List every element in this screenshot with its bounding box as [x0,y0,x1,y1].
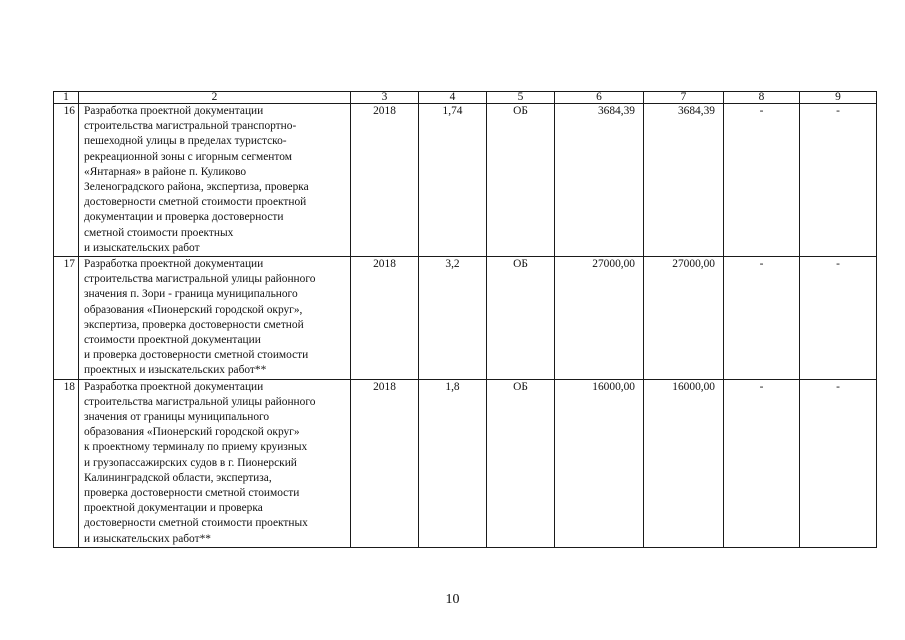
row-length: 1,8 [419,379,487,547]
description-line: и изыскательских работ** [84,532,211,545]
description-line: проверка достоверности сметной стоимости [84,487,300,500]
description-line: достоверности сметной стоимости проектной [84,196,307,209]
table-row [54,379,877,547]
row-source: ОБ [487,257,555,380]
row-amount: 16000,00 [644,379,724,547]
row-source: ОБ [487,104,555,257]
row-total: 3684,39 [555,104,644,257]
description-line: Разработка проектной документации [84,380,264,393]
description-line: и проверка достоверности сметной стоимости [84,349,309,362]
row-year: 2018 [351,257,419,380]
row-amount: 27000,00 [644,257,724,380]
description-line: документации и проверка достоверности [84,211,284,224]
row-number: 18 [54,379,79,547]
table-row [54,257,877,380]
row-length: 1,74 [419,104,487,257]
column-number-header: 9 [800,92,877,104]
row-amount: 3684,39 [644,104,724,257]
row-col9: - [800,104,877,257]
column-number-header: 5 [487,92,555,104]
row-year: 2018 [351,379,419,547]
description-line: образования «Пионерский городской округ» [84,426,300,439]
row-col8: - [724,379,800,547]
row-number: 17 [54,257,79,380]
description-line: пешеходной улицы в пределах туристско- [84,135,287,148]
row-total: 27000,00 [555,257,644,380]
description-line: экспертиза, проверка достоверности сметной [84,318,304,331]
row-source: ОБ [487,379,555,547]
column-number-header: 3 [351,92,419,104]
description-line: строительства магистральной улицы районного [84,395,316,408]
table-header-row [54,92,877,104]
description-line: Разработка проектной документации [84,105,264,117]
description-line: стоимости проектной документации [84,334,261,347]
description-line: и грузопассажирских судов в г. Пионерский [84,456,297,469]
description-line: Разработка проектной документации [84,258,264,271]
column-number-header: 2 [79,92,351,104]
description-line: строительства магистральной транспортно- [84,120,297,133]
row-description [79,257,351,380]
description-line: и изыскательских работ [84,241,200,254]
row-length: 3,2 [419,257,487,380]
description-line: достоверности сметной стоимости проектных [84,517,308,530]
column-number-header: 8 [724,92,800,104]
description-line: проектной документации и проверка [84,502,263,515]
page-number: 10 [445,592,460,607]
column-number-header: 6 [555,92,644,104]
description-line: значения п. Зори - граница муниципального [84,288,298,301]
column-number-header: 1 [54,92,79,104]
description-line: к проектному терминалу по приему круизных [84,441,308,454]
description-line: рекреационной зоны с игорным сегментом [84,150,292,163]
description-line: Калининградской области, экспертиза, [84,471,272,484]
table-row [54,104,877,257]
description-line: проектных и изыскательских работ** [84,364,267,377]
column-number-header: 4 [419,92,487,104]
row-col9: - [800,257,877,380]
description-line: значения от границы муниципального [84,411,270,424]
description-line: Зеленоградского района, экспертиза, проверка [84,181,309,194]
description-line: строительства магистральной улицы районного [84,273,316,286]
row-col8: - [724,257,800,380]
row-description [79,379,351,547]
description-line: сметной стоимости проектных [84,226,234,239]
row-col9: - [800,379,877,547]
row-col8: - [724,104,800,257]
document-table [53,91,877,548]
column-number-header: 7 [644,92,724,104]
row-description [79,104,351,257]
row-total: 16000,00 [555,379,644,547]
description-line: «Янтарная» в районе п. Куликово [84,165,247,178]
description-line: образования «Пионерский городской округ», [84,303,303,316]
row-number: 16 [54,104,79,257]
row-year: 2018 [351,104,419,257]
